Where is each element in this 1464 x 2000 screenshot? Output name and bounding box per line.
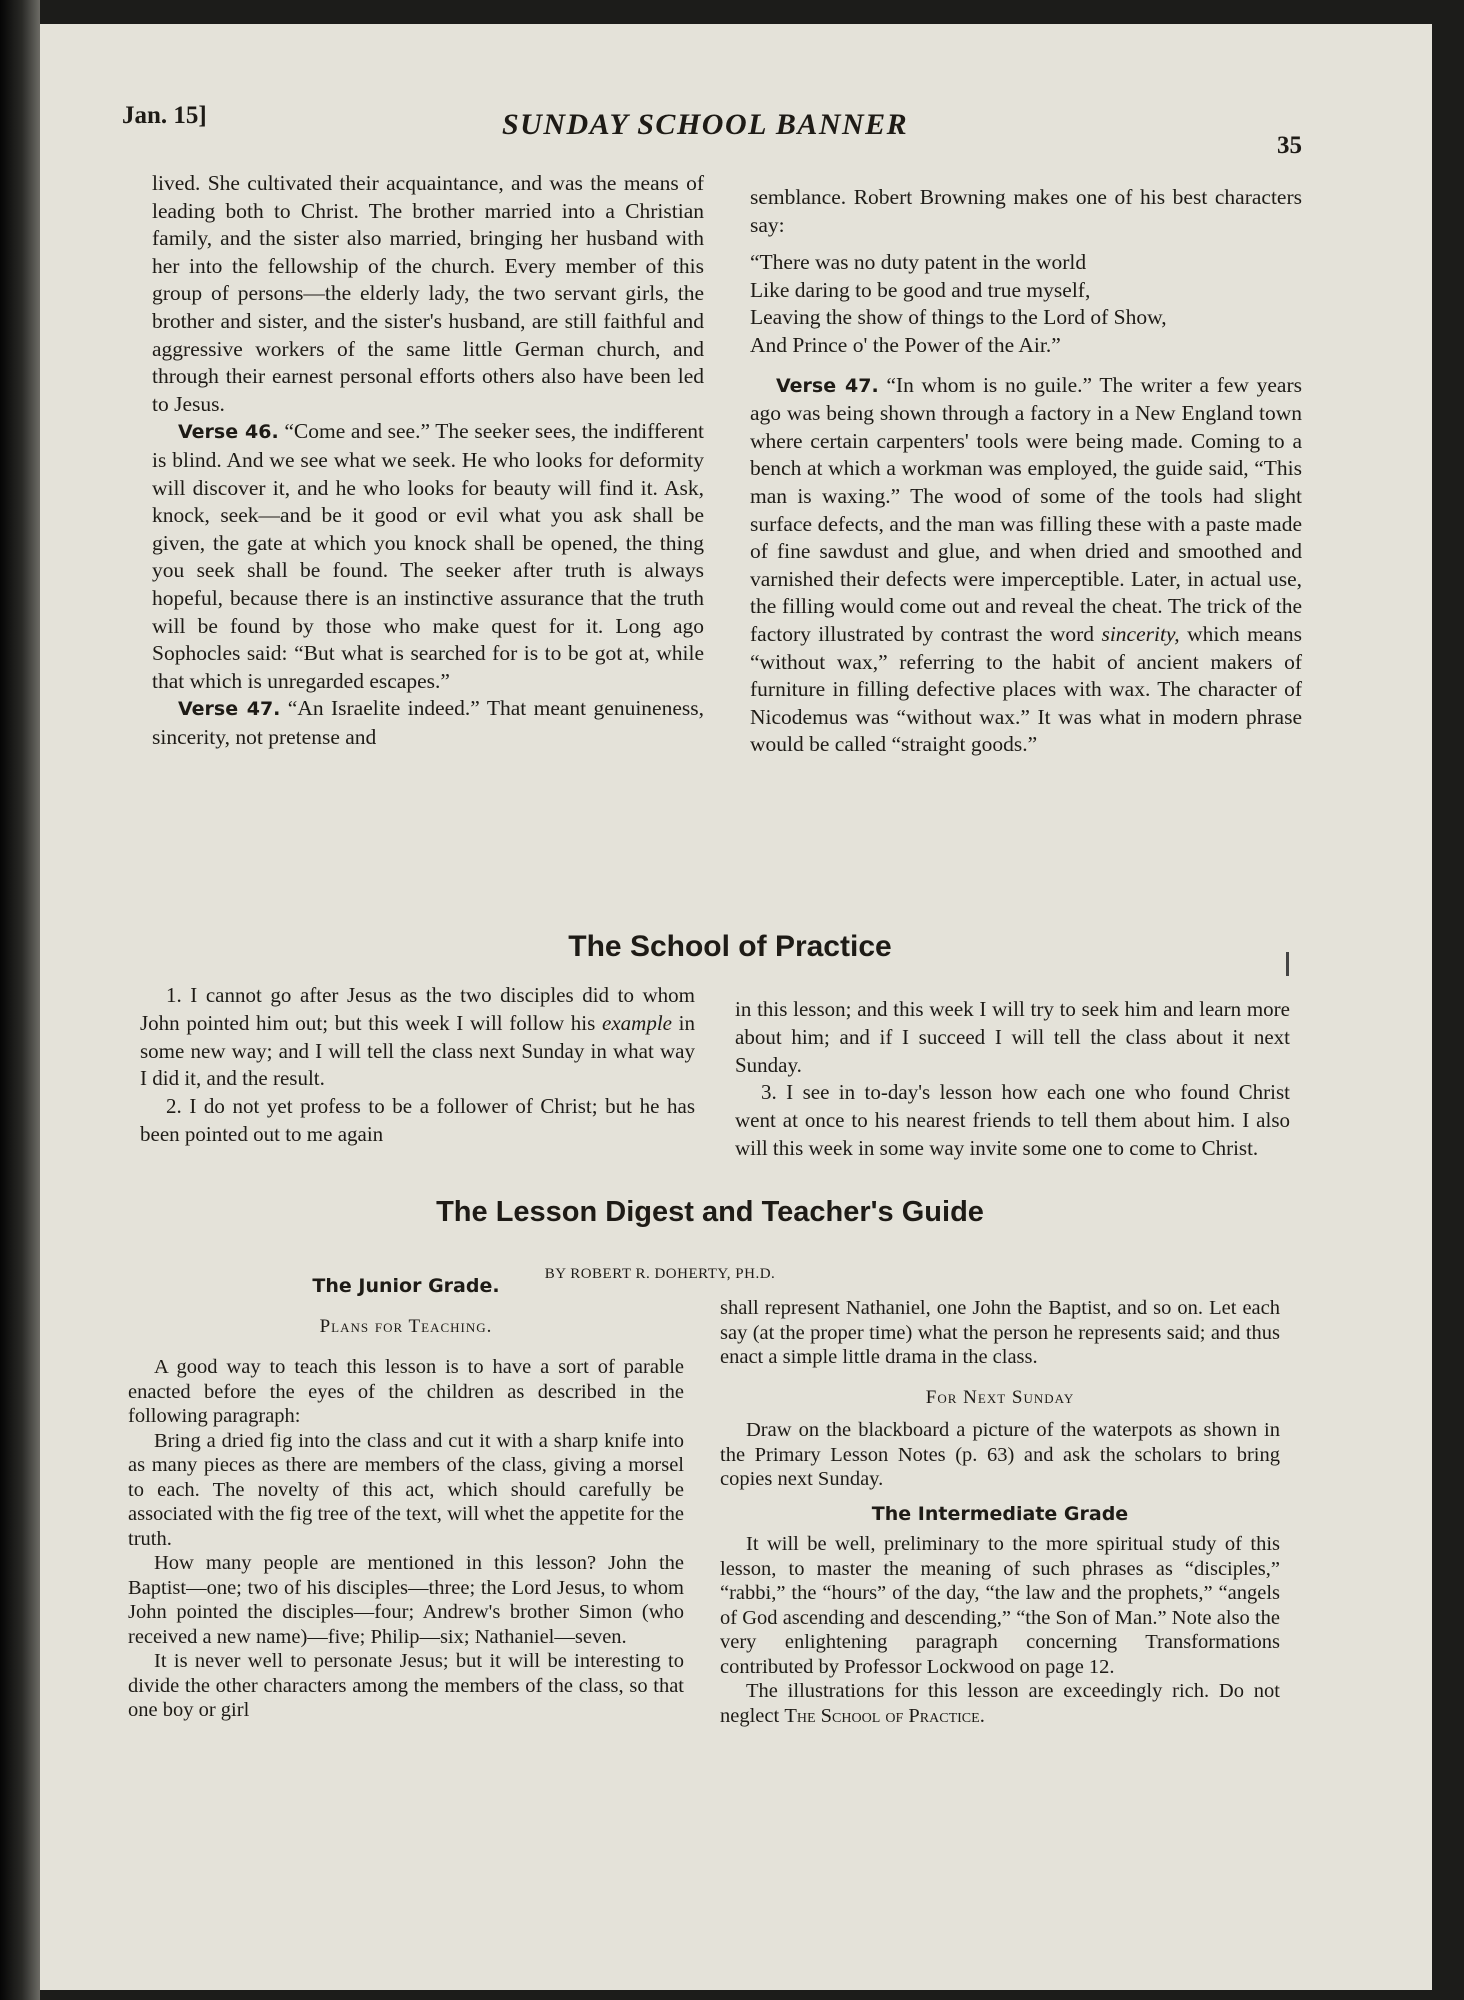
paragraph: It will be well, preliminary to the more spiritual study of this lesson, to master the meaning of such phrases as “disciples,” “rabbi,” the “hours” of the day, “the law and the prophets,” “angels of God ascending and descending,” “the Son of Man.” Note also the very enlightening paragraph concerning Transformations contributed by Professor Lockwood on page 12. <box>720 1533 1280 1678</box>
digest-right-column <box>720 1296 1280 1728</box>
verse-text: “Come and see.” The seeker sees, the indifferent is blind. And we see what we seek. He who looks for deformity will discover it, and he who looks for beauty will find it. Ask, knock, seek—and be it good or evil what you ask shall be given, the gate at which you knock shall be opened, the thing you seek shall be found. The seeker after truth is always hopeful, because there is an instinctive assurance that the truth will be found by those who make quest for it. Long ago Sophocles said: “But what is searched for is to be got at, while that which is unregarded escapes.” <box>152 419 705 693</box>
paragraph-verse-46 <box>152 418 704 695</box>
paragraph: The illustrations for this lesson are exceedingly rich. Do not neglect The School of Practice. <box>720 1680 1280 1727</box>
section-title: The Lesson Digest and Teacher's Guide <box>436 1196 984 1228</box>
digest-left-column <box>128 1274 684 1723</box>
paragraph: Draw on the blackboard a picture of the waterpots as shown in the Primary Lesson Notes (p. 63) and ask the scholars to bring copies next Sunday. <box>720 1419 1280 1490</box>
italic-word: example <box>602 1010 672 1035</box>
page-number: 35 <box>1277 132 1302 159</box>
paragraph: A good way to teach this lesson is to have a sort of parable enacted before the eyes of the children as described in the following paragraph: <box>128 1356 684 1427</box>
verse-text: “In whom is no guile.” The writer a few years ago was being shown through a factory in a New England town where certain carpenters' tools were being made. Coming to a bench at which a workman was employed, the guide said, “This man is waxing.” The wood of some of the tools had slight surface defects, and the man was filling these with a paste made of fine sawdust and glue, and when dried and smoothed and varnished their defects were imperceptible. Later, in actual use, the filling would come out and reveal the cheat. The trick of the factory illustrated by contrast the word <box>750 372 1302 646</box>
practice-item: 1. I cannot go after Jesus as the two disciples did to whom John pointed him out; but this week I will follow his example in some new way; and I will tell the class next Sunday in what way I did it, and the result. <box>140 983 696 1091</box>
sub-heading: Plans for Teaching. <box>319 1315 493 1337</box>
verse-label: Verse 47. <box>776 374 879 397</box>
verse-label: Verse 47. <box>178 698 281 721</box>
practice-item: 2. I do not yet profess to be a follower of Christ; but he has been pointed out to me again <box>140 1094 695 1146</box>
poem-line: Leaving the show of things to the Lord of Show, <box>750 305 1167 330</box>
grade-heading: The Junior Grade. <box>312 1275 500 1297</box>
paragraph: shall represent Nathaniel, one John the Baptist, and so on. Let each say (at the proper time) what the person he represents said; and thus enact a simple little drama in the class. <box>720 1297 1280 1368</box>
poem-line: Like daring to be good and true myself, <box>750 277 1091 302</box>
practice-left-column <box>140 982 695 1149</box>
practice-item-continued: in this lesson; and this week I will try to seek him and learn more about him; and if I succeed I will tell the class about it next Sunday. <box>735 997 1290 1077</box>
running-header <box>122 74 1302 159</box>
italic-word: sincerity, <box>1101 621 1180 646</box>
sub-heading: For Next Sunday <box>925 1386 1075 1408</box>
header-title: SUNDAY SCHOOL BANNER <box>502 108 909 141</box>
practice-right-column <box>735 996 1290 1163</box>
byline: BY ROBERT R. DOHERTY, PH.D. <box>544 1266 776 1282</box>
paragraph: Bring a dried fig into the class and cut it with a sharp knife into as many pieces as there are members of the class, giving a morsel to each. The novelty of this act, which should carefully be associated with the fig tree of the text, will whet the appetite for the truth. <box>128 1429 684 1550</box>
poem-quote <box>750 249 1302 359</box>
poem-line: “There was no duty patent in the world <box>750 250 1087 275</box>
header-date: Jan. 15] <box>122 102 207 129</box>
paragraph-verse-47 <box>152 695 704 751</box>
book-binding <box>0 0 40 2000</box>
verse-label: Verse 46. <box>178 421 279 444</box>
section-title: The School of Practice <box>568 930 892 963</box>
top-left-column <box>152 170 704 751</box>
small-caps-reference: The School of Practice. <box>784 1704 985 1727</box>
grade-heading: The Intermediate Grade <box>871 1502 1129 1525</box>
paragraph: semblance. Robert Browning makes one of his best characters say: <box>750 185 1302 237</box>
paragraph: It is never well to personate Jesus; but it will be interesting to divide the other characters among the members of the class, so that one boy or girl <box>128 1650 684 1721</box>
paragraph: lived. She cultivated their acquaintance, and was the means of leading both to Christ. The brother married into a Christian family, and the sister also married, bringing her husband with her into the fellowship of the church. Every member of this group of persons—the elderly lady, the two servant girls, the brother and sister, and the sister's husband, are still faithful and aggressive workers of the same little German church, and through their earnest personal efforts others also have been led to Jesus. <box>152 171 704 416</box>
paragraph: How many people are mentioned in this lesson? John the Baptist—one; two of his disciples—three; the Lord Jesus, to whom John pointed the disciples—four; Andrew's brother Simon (who received a new name)—five; Philip—six; Nathaniel—seven. <box>128 1552 684 1648</box>
paragraph-verse-47 <box>750 372 1302 759</box>
practice-item: 3. I see in to-day's lesson how each one who found Christ went at once to his nearest friends to tell them about him. I also will this week in some way invite some one to come to Christ. <box>735 1080 1290 1160</box>
poem-line: And Prince o' the Power of the Air.” <box>750 332 1061 357</box>
top-right-column <box>750 184 1302 759</box>
verse-text: which means “without wax,” referring to the habit of ancient makers of furniture in filling defective places with wax. The character of Nicodemus was “without wax.” It was what in modern phrase would be called “straight goods.” <box>750 621 1303 757</box>
margin-mark <box>1286 952 1289 976</box>
verse-text: “An Israelite indeed.” That meant genuineness, sincerity, not pretense and <box>152 696 705 749</box>
